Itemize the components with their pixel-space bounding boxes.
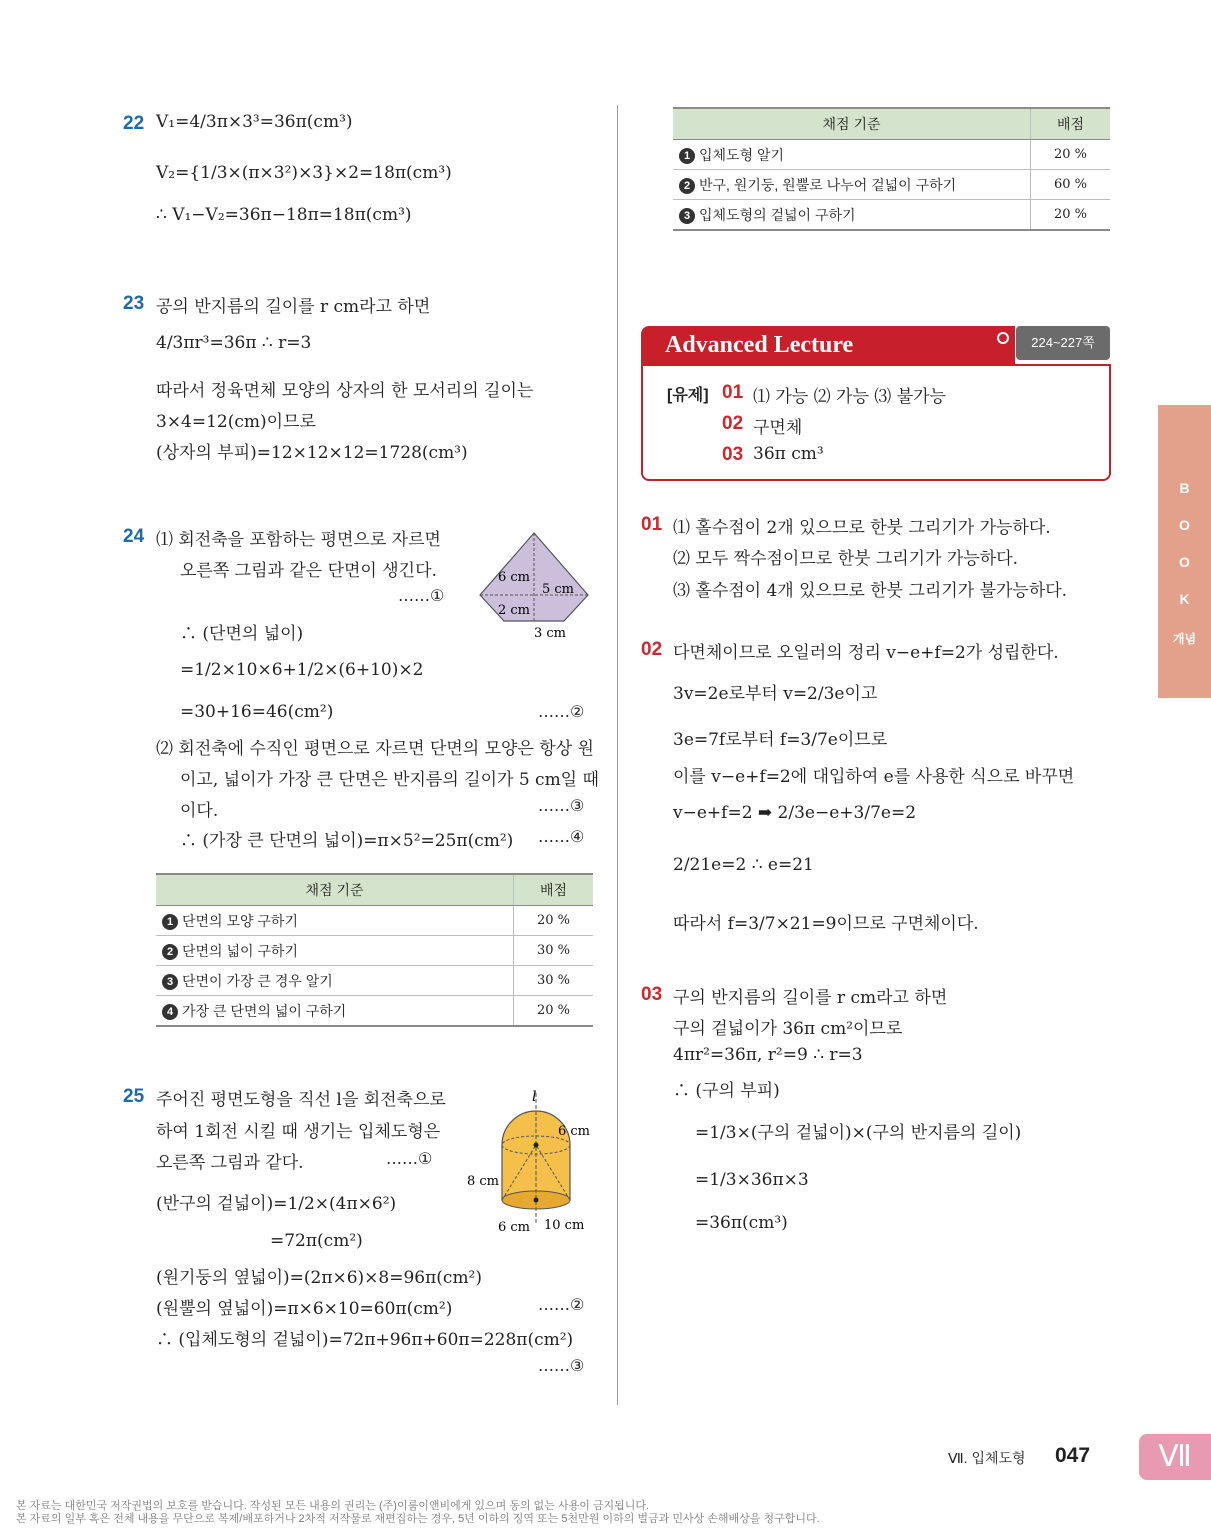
problem-24-mark-1: ……①: [398, 586, 445, 605]
circled-number: 4: [162, 1004, 178, 1020]
problem-24-line-1: ⑴ 회전축을 포함하는 평면으로 자르면: [156, 530, 441, 550]
question-03-line-3: 4πr²=36π, r²=9 ∴ r=3: [673, 1045, 863, 1065]
criteria-text: 단면이 가장 큰 경우 알기: [182, 972, 333, 989]
exercise-03-number: 03: [722, 444, 744, 465]
label-6cm-top: 6 cm: [558, 1124, 591, 1139]
copyright-line-2: 본 자료의 일부 혹은 전체 내용을 무단으로 복제/배포하거나 2차적 저작물로 재편집하는 경우, 5년 이하의 징역 또는 5천만원 이하의 벌금과 민사상 손해배상을 청구합니다.: [16, 1513, 820, 1525]
side-tab-letter: O: [1179, 517, 1190, 533]
side-tab-letter: K: [1179, 591, 1190, 607]
problem-23-line-4: 3×4=12(cm)이므로: [156, 412, 316, 432]
question-02-line-1: 다면체이므로 오일러의 정리 v−e+f=2가 성립한다.: [673, 643, 1059, 663]
question-02-line-4: 이를 v−e+f=2에 대입하여 e를 사용한 식으로 바꾸면: [673, 767, 1075, 787]
question-01-line-1: ⑴ 홀수점이 2개 있으므로 한붓 그리기가 가능하다.: [673, 518, 1051, 538]
circled-number: 3: [162, 974, 178, 990]
advanced-lecture-title: Advanced Lecture: [665, 332, 854, 358]
problem-24-number: 24: [123, 526, 145, 547]
points-cell: 30 %: [514, 966, 594, 996]
page-range-badge: 224~227쪽: [1016, 326, 1110, 360]
table-header-points: 배점: [514, 874, 594, 906]
table-row: [673, 140, 1110, 170]
problem-25-mark-2: ……②: [538, 1295, 585, 1314]
question-03-line-2: 구의 겉넓이가 36π cm²이므로: [673, 1019, 903, 1039]
problem-24-line-7: 이고, 넓이가 가장 큰 단면은 반지름의 길이가 5 cm일 때: [180, 770, 599, 790]
side-tab-letter: B: [1179, 480, 1190, 496]
question-01-line-3: ⑶ 홀수점이 4개 있으므로 한붓 그리기가 불가능하다.: [673, 581, 1068, 601]
problem-24-line-3: ∴ (단면의 넓이): [180, 624, 304, 644]
advanced-lecture-header: [641, 326, 1015, 366]
side-tab-letter: O: [1179, 554, 1190, 570]
exercise-01-number: 01: [722, 382, 744, 403]
circled-number: 1: [162, 914, 178, 930]
circled-number: 2: [162, 944, 178, 960]
problem-24-line-6: ⑵ 회전축에 수직인 평면으로 자르면 단면의 모양은 항상 원: [156, 739, 594, 759]
problem-25-line-8: ∴ (입체도형의 겉넓이)=72π+96π+60π=228π(cm²): [156, 1330, 574, 1350]
scoring-table-24: [156, 873, 593, 1027]
problem-25-line-1: 주어진 평면도형을 직선 l을 회전축으로: [156, 1090, 446, 1110]
table-header-points: 배점: [1031, 108, 1111, 140]
criteria-text: 단면의 넓이 구하기: [182, 942, 298, 959]
table-header-criteria: 채점 기준: [156, 874, 514, 906]
circled-number: 3: [679, 208, 695, 224]
exercise-03-answer: 36π cm³: [753, 444, 824, 464]
problem-23-line-5: (상자의 부피)=12×12×12=1728(cm³): [156, 443, 468, 463]
exercise-01-answer: ⑴ 가능 ⑵ 가능 ⑶ 불가능: [753, 387, 946, 407]
criteria-text: 가장 큰 단면의 넓이 구하기: [182, 1002, 347, 1019]
problem-25-line-7: (원뿔의 옆넓이)=π×6×10=60π(cm²): [156, 1299, 453, 1319]
center-dot-bottom: [534, 1198, 539, 1203]
points-cell: 20 %: [514, 996, 594, 1027]
label-3cm: 3 cm: [534, 626, 567, 640]
criteria-text: 단면의 모양 구하기: [182, 912, 298, 929]
table-row: [673, 170, 1110, 200]
problem-22-number: 22: [123, 113, 145, 134]
problem-22-line-1: V₁=4/3π×3³=36π(cm³): [156, 112, 353, 132]
problem-25-line-6: (원기둥의 옆넓이)=(2π×6)×8=96π(cm²): [156, 1268, 483, 1288]
center-dot-top: [534, 1143, 539, 1148]
problem-25-mark-1: ……①: [386, 1149, 433, 1168]
question-03-number: 03: [641, 984, 663, 1005]
column-divider: [617, 105, 618, 1405]
axis-label: l: [532, 1089, 537, 1105]
points-cell: 20 %: [514, 906, 594, 936]
criteria-text: 반구, 원기둥, 원뿔로 나누어 겉넓이 구하기: [699, 176, 957, 193]
problem-25-solid-figure: [462, 1085, 597, 1240]
label-8cm: 8 cm: [467, 1174, 500, 1189]
points-cell: 60 %: [1031, 170, 1111, 200]
problem-23-number: 23: [123, 293, 145, 314]
problem-25-number: 25: [123, 1086, 145, 1107]
question-02-line-5: v−e+f=2 ➡ 2/3e−e+3/7e=2: [673, 803, 917, 823]
side-tab-label: 개념: [1172, 632, 1197, 646]
table-row: [156, 936, 593, 966]
points-cell: 20 %: [1031, 200, 1111, 231]
chapter-badge: Ⅶ: [1139, 1434, 1211, 1480]
criteria-text: 입체도형의 겉넓이 구하기: [699, 206, 856, 223]
problem-24-line-4: =1/2×10×6+1/2×(6+10)×2: [180, 660, 424, 680]
problem-23-line-2: 4/3πr³=36π ∴ r=3: [156, 333, 312, 353]
question-03-line-7: =36π(cm³): [695, 1213, 788, 1233]
pin-icon: [997, 332, 1009, 344]
table-header-criteria: 채점 기준: [673, 108, 1031, 140]
circled-number: 2: [679, 178, 695, 194]
points-cell: 30 %: [514, 936, 594, 966]
points-cell: 20 %: [1031, 140, 1111, 170]
problem-24-line-5: =30+16=46(cm²): [180, 702, 334, 722]
question-01-line-2: ⑵ 모두 짝수점이므로 한붓 그리기가 가능하다.: [673, 549, 1019, 569]
problem-25-line-2: 하여 1회전 시킬 때 생기는 입체도형은: [156, 1122, 441, 1142]
table-row: [156, 996, 593, 1027]
question-02-line-6: 2/21e=2 ∴ e=21: [673, 855, 814, 875]
page-number: 047: [1055, 1444, 1091, 1467]
label-5cm: 5 cm: [542, 582, 575, 597]
chapter-label: Ⅶ. 입체도형: [948, 1450, 1026, 1466]
problem-24-line-9: ∴ (가장 큰 단면의 넓이)=π×5²=25π(cm²): [180, 831, 514, 851]
table-row: [156, 966, 593, 996]
problem-24-cross-section-figure: [470, 525, 600, 640]
problem-22-line-2: V₂={1/3×(π×3²)×3}×2=18π(cm³): [156, 163, 452, 183]
question-03-line-1: 구의 반지름의 길이를 r cm라고 하면: [673, 988, 948, 1008]
problem-23-line-1: 공의 반지름의 길이를 r cm라고 하면: [156, 297, 431, 317]
criteria-text: 입체도형 알기: [699, 146, 785, 163]
side-tab-concept-book[interactable]: [1158, 405, 1211, 698]
problem-24-mark-3: ……③: [538, 796, 585, 815]
question-02-line-7: 따라서 f=3/7×21=9이므로 구면체이다.: [673, 914, 979, 934]
table-row: [156, 906, 593, 936]
question-03-line-4: ∴ (구의 부피): [673, 1081, 780, 1101]
scoring-table-25: [673, 107, 1110, 231]
problem-25-line-3: 오른쪽 그림과 같다.: [156, 1153, 304, 1173]
problem-25-line-5: =72π(cm²): [270, 1231, 363, 1251]
label-10cm: 10 cm: [544, 1218, 585, 1233]
circled-number: 1: [679, 148, 695, 164]
advanced-lecture-box: [641, 364, 1111, 481]
table-row: [673, 200, 1110, 231]
problem-24-mark-2: ……②: [538, 702, 585, 721]
problem-24-mark-4: ……④: [538, 827, 585, 846]
problem-23-line-3: 따라서 정육면체 모양의 상자의 한 모서리의 길이는: [156, 381, 534, 401]
question-02-number: 02: [641, 639, 663, 660]
problem-25-mark-3: ……③: [538, 1356, 585, 1375]
exercise-02-answer: 구면체: [753, 418, 803, 438]
label-6cm: 6 cm: [498, 570, 531, 585]
exercise-02-number: 02: [722, 413, 744, 434]
question-03-line-6: =1/3×36π×3: [695, 1170, 809, 1190]
exercise-label: [유제]: [667, 387, 709, 404]
question-03-line-5: =1/3×(구의 겉넓이)×(구의 반지름의 길이): [695, 1123, 1022, 1143]
label-6cm-bottom: 6 cm: [498, 1220, 531, 1235]
problem-22-line-3: ∴ V₁−V₂=36π−18π=18π(cm³): [156, 205, 412, 225]
question-01-number: 01: [641, 514, 663, 535]
problem-25-line-4: (반구의 겉넓이)=1/2×(4π×6²): [156, 1194, 397, 1214]
question-02-line-3: 3e=7f로부터 f=3/7e이므로: [673, 730, 888, 750]
copyright-line-1: 본 자료는 대한민국 저작권법의 보호를 받습니다. 작성된 모든 내용의 권리는 (주)이룸이앤비에게 있으며 동의 없는 사용이 금지됩니다.: [16, 1500, 650, 1512]
problem-24-line-2: 오른쪽 그림과 같은 단면이 생긴다.: [180, 561, 437, 581]
problem-24-line-8: 이다.: [180, 801, 219, 821]
label-2cm: 2 cm: [498, 603, 531, 618]
question-02-line-2: 3v=2e로부터 v=2/3e이고: [673, 684, 878, 704]
pentagon-cross-section: [480, 533, 588, 621]
